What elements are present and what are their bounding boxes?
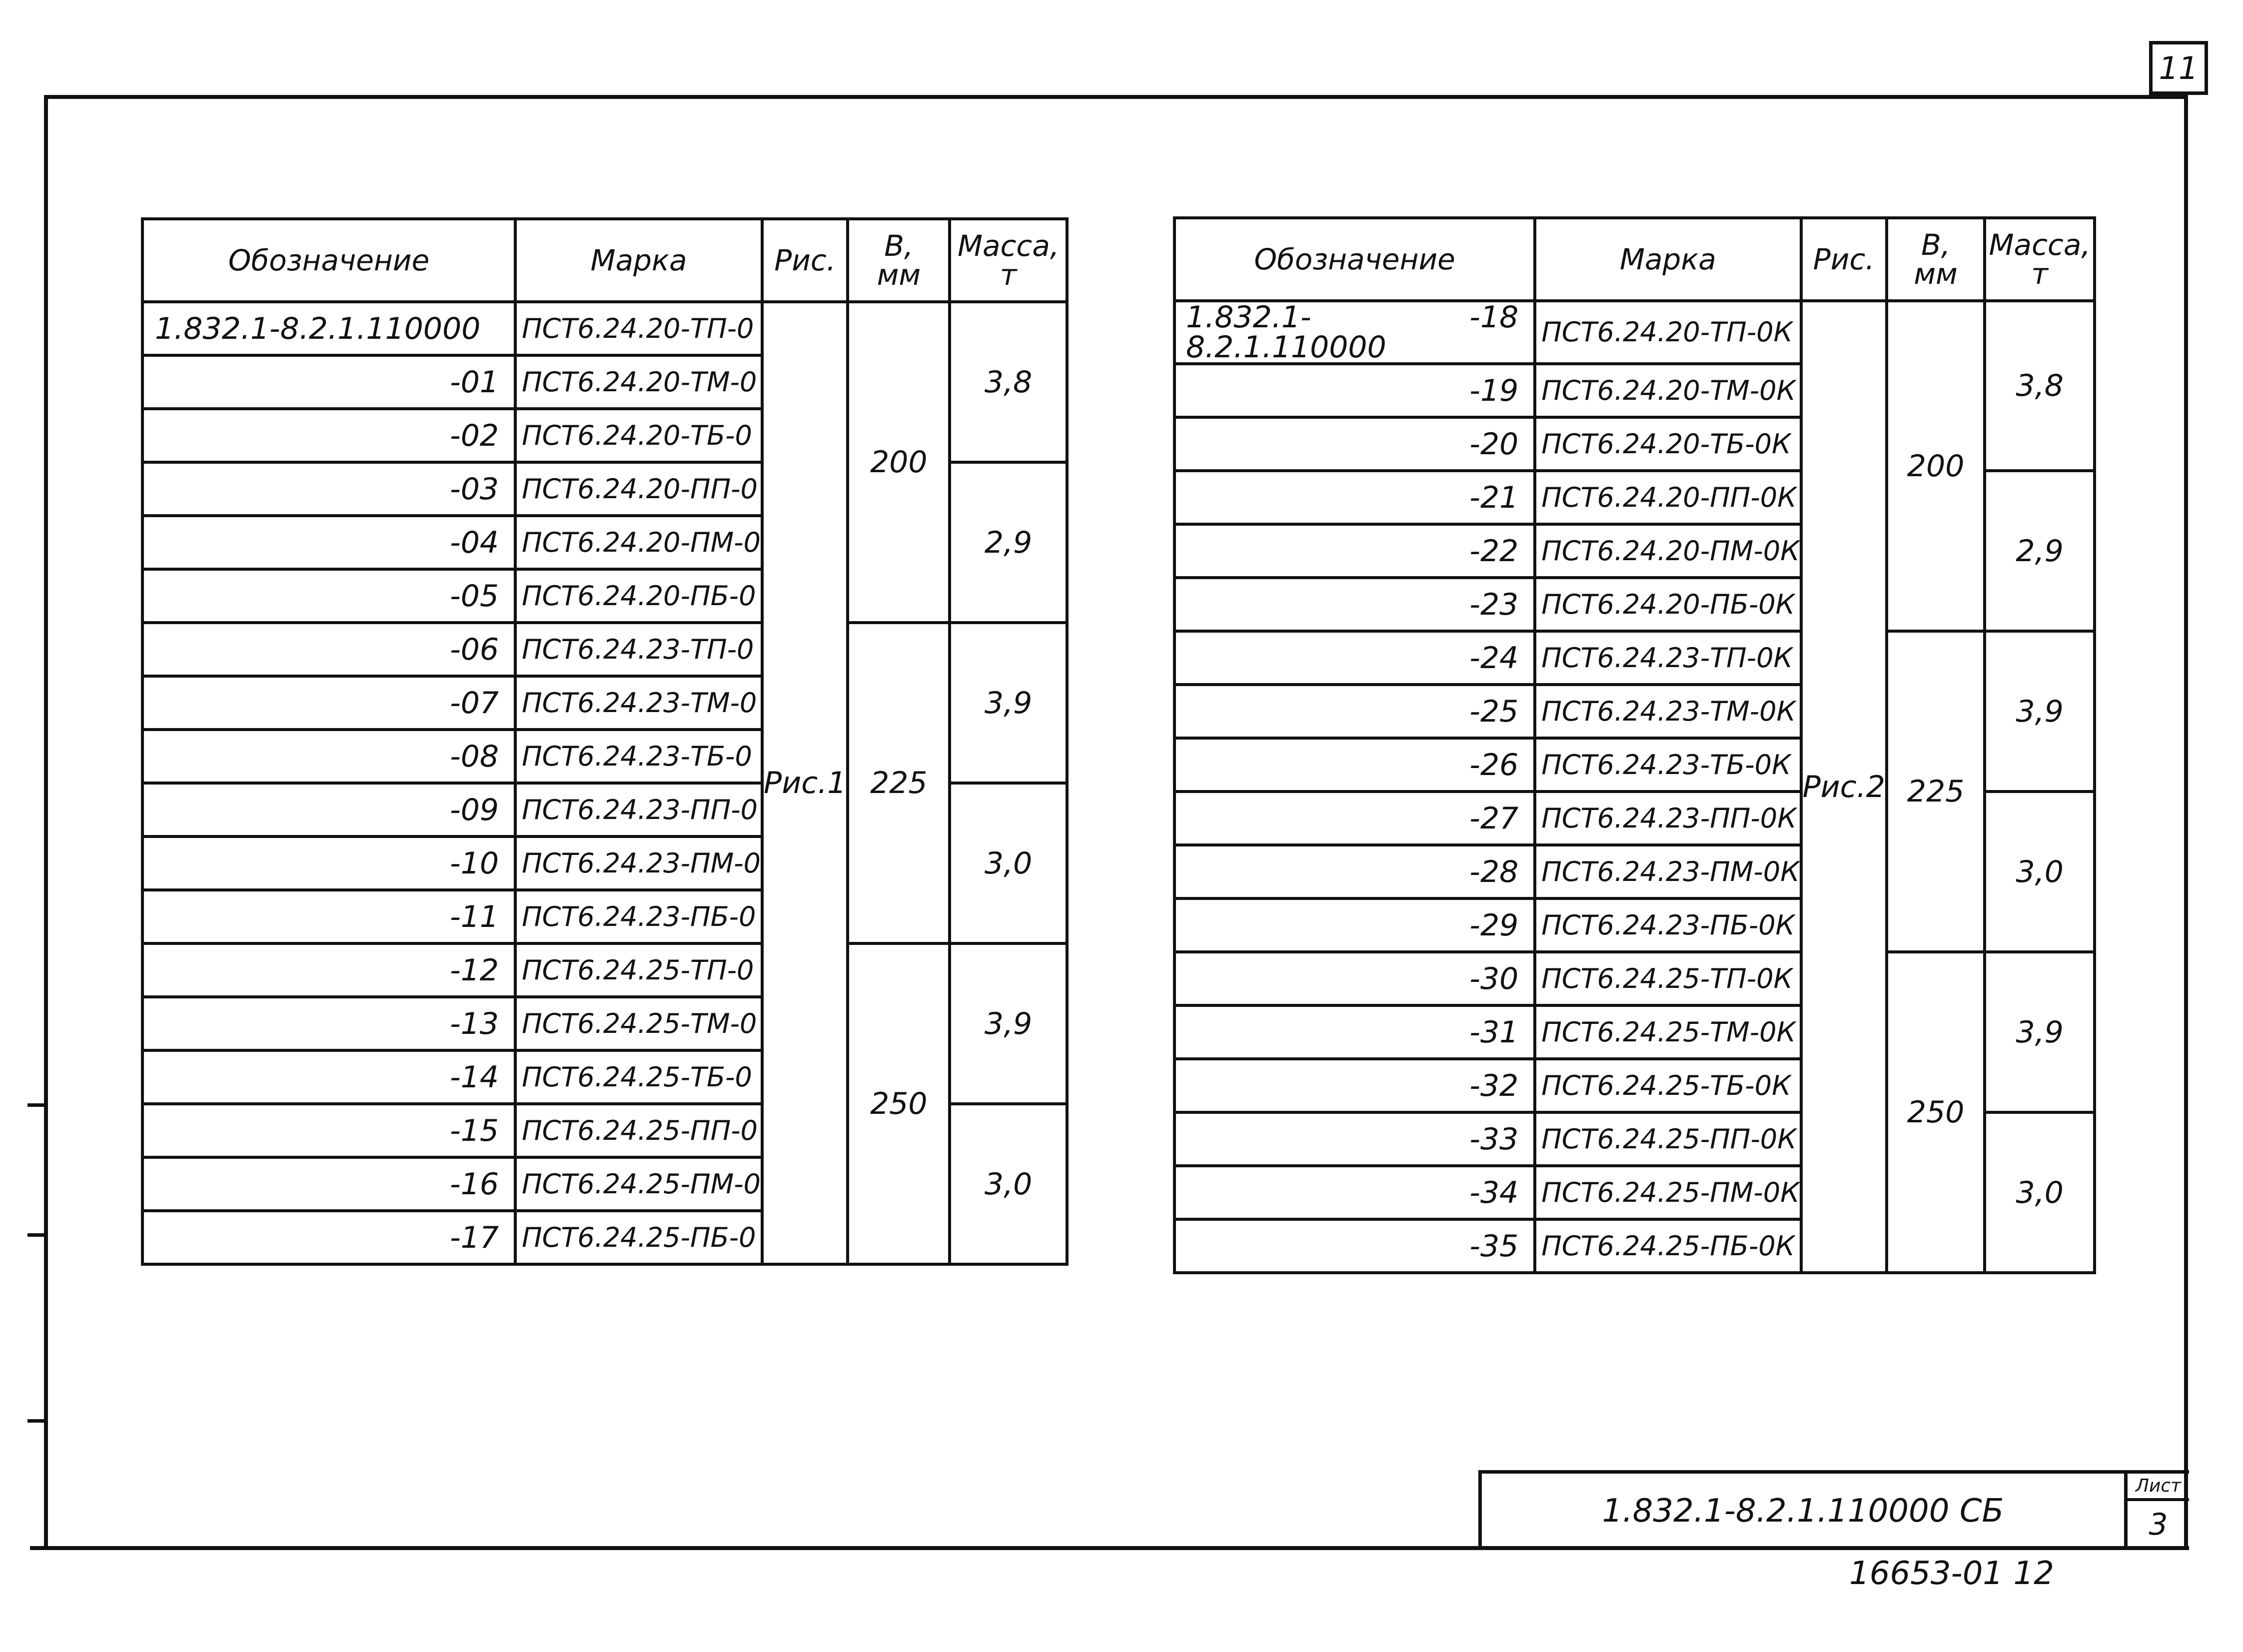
mark-cell: ПСТ6.24.20-ТП-0 [515, 302, 762, 355]
mark-cell: ПСТ6.24.23-ТП-0К [1535, 631, 1801, 685]
designation-cell: -10 [142, 836, 515, 890]
designation-cell: -03 [142, 462, 515, 516]
designation-cell: -14 [142, 1050, 515, 1104]
designation-wrapper [1176, 1121, 1533, 1157]
mark-cell: ПСТ6.24.23-ТБ-0 [515, 730, 762, 783]
designation-wrapper [1176, 801, 1533, 836]
mark-cell: ПСТ6.24.25-ТМ-0 [515, 997, 762, 1050]
mark-cell: ПСТ6.24.25-ТБ-0К [1535, 1059, 1801, 1112]
designation-cell: -06 [142, 623, 515, 676]
designation-wrapper [1176, 961, 1533, 996]
mass-cell: 3,9 [950, 623, 1067, 783]
header-mass-label: Масса, [957, 229, 1060, 263]
designation-wrapper [1176, 1068, 1533, 1103]
header-fig: Рис. [1801, 218, 1887, 301]
designation-wrapper [1176, 533, 1533, 569]
designation-cell: -02 [142, 409, 515, 462]
designation-wrapper [1176, 1228, 1533, 1264]
mass-cell: 2,9 [950, 462, 1067, 623]
b-cell: 250 [1887, 952, 1985, 1273]
header-mass-unit: т [2031, 257, 2049, 291]
header-mass [1985, 218, 2095, 301]
header-mass [950, 219, 1067, 302]
designation-cell [1174, 1112, 1535, 1166]
mass-cell: 3,0 [950, 1104, 1067, 1264]
mark-cell: ПСТ6.24.23-ТМ-0К [1535, 685, 1801, 738]
designation-number: -33 [1469, 1121, 1519, 1157]
designation-number: -28 [1469, 854, 1519, 889]
mark-cell: ПСТ6.24.20-ПМ-0К [1535, 524, 1801, 578]
mark-cell: ПСТ6.24.25-ТП-0К [1535, 952, 1801, 1005]
designation-wrapper [1176, 907, 1533, 943]
designation-cell: -07 [142, 676, 515, 730]
designation-cell [1174, 578, 1535, 631]
mass-cell: 3,9 [950, 943, 1067, 1104]
sheet-label: Лист [2124, 1474, 2189, 1501]
table-row [1174, 952, 2095, 1005]
mass-cell: 2,9 [1985, 471, 2095, 631]
designation-wrapper [1176, 300, 1533, 365]
designation-cell [1174, 1219, 1535, 1273]
mass-cell: 3,0 [1985, 792, 2095, 952]
mark-cell: ПСТ6.24.20-ПП-0 [515, 462, 762, 516]
mark-cell: ПСТ6.24.20-ТП-0К [1535, 301, 1801, 364]
table-row [1174, 301, 2095, 364]
designation-cell [1174, 417, 1535, 471]
designation-cell [1174, 1166, 1535, 1219]
designation-cell [1174, 845, 1535, 898]
mark-cell: ПСТ6.24.23-ПМ-0К [1535, 845, 1801, 898]
left-table-body [142, 302, 1067, 1264]
designation-wrapper [1176, 854, 1533, 889]
mark-cell: ПСТ6.24.20-ПМ-0 [515, 516, 762, 569]
left-spec-table [141, 217, 1069, 1266]
designation-cell: -01 [142, 355, 515, 409]
header-fig: Рис. [762, 219, 848, 302]
designation-wrapper [1176, 1175, 1533, 1210]
designation-number: -20 [1469, 426, 1519, 462]
mark-cell: ПСТ6.24.20-ТМ-0 [515, 355, 762, 409]
sheet-corner-number: 11 [2149, 41, 2208, 95]
mark-cell: ПСТ6.24.25-ТБ-0 [515, 1050, 762, 1104]
right-spec-table [1173, 216, 2096, 1274]
header-b-label: В, [884, 229, 914, 263]
title-block [1478, 1470, 2189, 1548]
designation-cell: -08 [142, 730, 515, 783]
mark-cell: ПСТ6.24.20-ТБ-0К [1535, 417, 1801, 471]
designation-number: -31 [1469, 1014, 1519, 1050]
mark-cell: ПСТ6.24.23-ТП-0 [515, 623, 762, 676]
mark-cell: ПСТ6.24.20-ТМ-0К [1535, 364, 1801, 417]
mark-cell: ПСТ6.24.25-ПБ-0 [515, 1211, 762, 1264]
designation-number: -18 [1469, 300, 1519, 335]
designation-wrapper [1176, 426, 1533, 462]
sheet-number: 3 [2124, 1501, 2189, 1548]
header-mass-unit: т [1000, 258, 1017, 292]
designation-number: -21 [1469, 480, 1519, 515]
designation-cell [1174, 364, 1535, 417]
b-cell: 250 [848, 943, 950, 1264]
designation-number: -22 [1469, 533, 1519, 569]
designation-cell: -17 [142, 1211, 515, 1264]
fig-cell: Рис.1 [762, 302, 848, 1264]
designation-number: -29 [1469, 907, 1519, 943]
mass-cell: 3,0 [950, 783, 1067, 943]
table-row [142, 943, 1067, 997]
designation-cell [1174, 792, 1535, 845]
header-b-unit: мм [877, 258, 921, 292]
designation-number: -32 [1469, 1068, 1519, 1103]
mark-cell: ПСТ6.24.23-ТБ-0К [1535, 738, 1801, 792]
mass-cell: 3,9 [1985, 952, 2095, 1112]
designation-cell: -11 [142, 890, 515, 943]
designation-cell [1174, 738, 1535, 792]
mark-cell: ПСТ6.24.23-ТМ-0 [515, 676, 762, 730]
designation-cell [1174, 1059, 1535, 1112]
designation-number: -34 [1469, 1175, 1519, 1210]
left-header-row [142, 219, 1067, 302]
designation-wrapper [1176, 480, 1533, 515]
mark-cell: ПСТ6.24.25-ПП-0 [515, 1104, 762, 1157]
designation-number: -26 [1469, 747, 1519, 783]
designation-wrapper [1176, 747, 1533, 783]
designation-wrapper [1176, 1014, 1533, 1050]
mark-cell: ПСТ6.24.20-ПП-0К [1535, 471, 1801, 524]
mark-cell: ПСТ6.24.25-ПП-0К [1535, 1112, 1801, 1166]
designation-cell [1174, 952, 1535, 1005]
mark-cell: ПСТ6.24.23-ПМ-0 [515, 836, 762, 890]
designation-number: -19 [1469, 373, 1519, 408]
b-cell: 200 [1887, 301, 1985, 631]
document-code: 1.832.1-8.2.1.110000 СБ [1602, 1492, 2004, 1530]
designation-cell: -09 [142, 783, 515, 836]
designation-cell [1174, 301, 1535, 364]
designation-cell: 1.832.1-8.2.1.110000 [142, 302, 515, 355]
mass-cell: 3,8 [950, 302, 1067, 462]
designation-cell [1174, 631, 1535, 685]
b-cell: 225 [1887, 631, 1985, 952]
designation-prefix: 1.832.1-8.2.1.110000 [1186, 300, 1386, 365]
table-row [1174, 631, 2095, 685]
header-b [1887, 218, 1985, 301]
designation-number: -30 [1469, 961, 1519, 996]
header-designation: Обозначение [142, 219, 515, 302]
designation-number: -23 [1469, 587, 1519, 622]
header-b-unit: мм [1914, 257, 1958, 291]
mark-cell: ПСТ6.24.23-ПП-0 [515, 783, 762, 836]
header-mark: Марка [1535, 218, 1801, 301]
designation-number: -25 [1469, 694, 1519, 729]
table-row [142, 302, 1067, 355]
mass-cell: 3,8 [1985, 301, 2095, 471]
mark-cell: ПСТ6.24.25-ПМ-0К [1535, 1166, 1801, 1219]
header-mass-label: Масса, [1989, 228, 2091, 262]
header-b-label: В, [1921, 228, 1951, 262]
designation-cell [1174, 471, 1535, 524]
mark-cell: ПСТ6.24.23-ПБ-0К [1535, 898, 1801, 952]
designation-wrapper [1176, 587, 1533, 622]
designation-number: -24 [1469, 640, 1519, 676]
b-cell: 225 [848, 623, 950, 943]
mark-cell: ПСТ6.24.20-ПБ-0К [1535, 578, 1801, 631]
designation-cell [1174, 685, 1535, 738]
table-row [142, 623, 1067, 676]
header-b [848, 219, 950, 302]
designation-cell: -13 [142, 997, 515, 1050]
designation-number: -35 [1469, 1228, 1519, 1264]
mass-cell: 3,9 [1985, 631, 2095, 792]
mark-cell: ПСТ6.24.20-ПБ-0 [515, 569, 762, 623]
designation-cell [1174, 1005, 1535, 1059]
archive-number: 16653-01 12 [1849, 1555, 2054, 1592]
mark-cell: ПСТ6.24.23-ПП-0К [1535, 792, 1801, 845]
mark-cell: ПСТ6.24.25-ТМ-0К [1535, 1005, 1801, 1059]
mark-cell: ПСТ6.24.25-ТП-0 [515, 943, 762, 997]
header-mark: Марка [515, 219, 762, 302]
b-cell: 200 [848, 302, 950, 623]
designation-cell: -04 [142, 516, 515, 569]
designation-number: -27 [1469, 801, 1519, 836]
designation-cell [1174, 898, 1535, 952]
header-designation: Обозначение [1174, 218, 1535, 301]
designation-cell: -12 [142, 943, 515, 997]
designation-cell [1174, 524, 1535, 578]
fig-cell: Рис.2 [1801, 301, 1887, 1273]
designation-cell: -05 [142, 569, 515, 623]
designation-wrapper [1176, 640, 1533, 676]
mark-cell: ПСТ6.24.25-ПБ-0К [1535, 1219, 1801, 1273]
mass-cell: 3,0 [1985, 1112, 2095, 1273]
designation-cell: -16 [142, 1157, 515, 1211]
designation-wrapper [1176, 694, 1533, 729]
right-header-row [1174, 218, 2095, 301]
designation-cell: -15 [142, 1104, 515, 1157]
mark-cell: ПСТ6.24.23-ПБ-0 [515, 890, 762, 943]
mark-cell: ПСТ6.24.25-ПМ-0 [515, 1157, 762, 1211]
right-table-body [1174, 301, 2095, 1273]
designation-wrapper [1176, 373, 1533, 408]
mark-cell: ПСТ6.24.20-ТБ-0 [515, 409, 762, 462]
